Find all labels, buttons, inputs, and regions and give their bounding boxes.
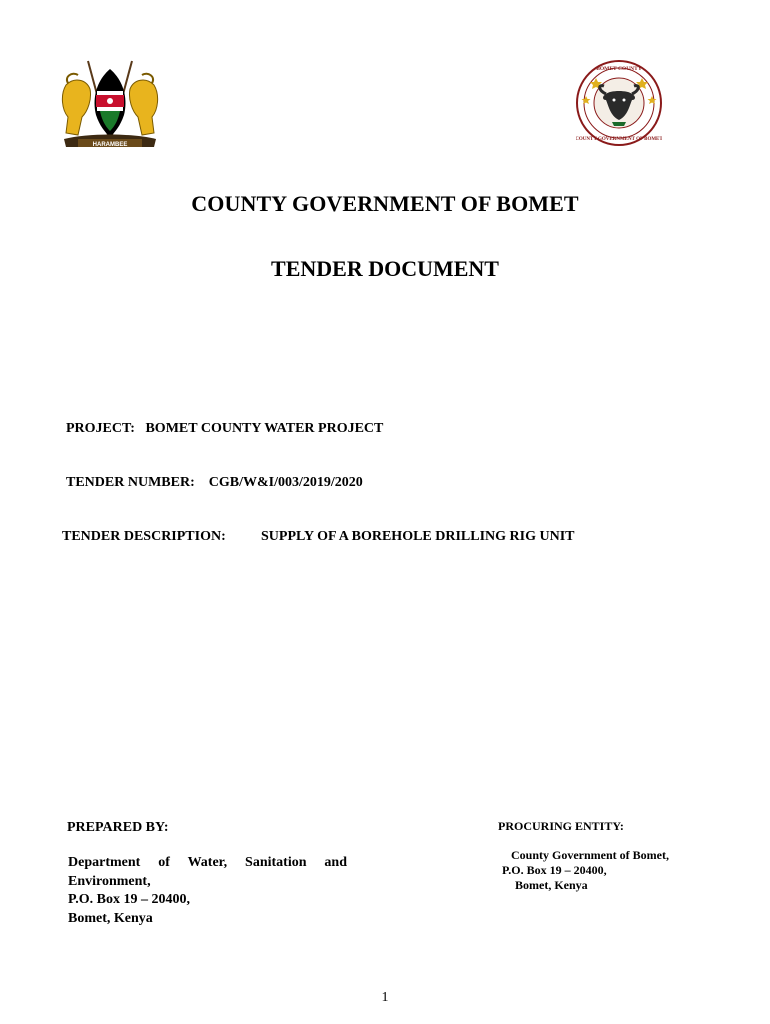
prepared-by-line: Department of Water, Sanitation and (68, 855, 347, 870)
prepared-by-line: P.O. Box 19 – 20400, (68, 892, 190, 907)
tender-description-value: SUPPLY OF A BOREHOLE DRILLING RIG UNIT (261, 529, 575, 544)
procuring-entity-line: P.O. Box 19 – 20400, (502, 863, 607, 877)
procuring-entity-address (500, 848, 669, 893)
project-value: BOMET COUNTY WATER PROJECT (145, 421, 384, 436)
project-label: PROJECT: (66, 421, 135, 436)
page-number: 1 (381, 990, 389, 1005)
document-title: TENDER DOCUMENT (271, 256, 499, 281)
prepared-by-line: Bomet, Kenya (68, 910, 153, 926)
kenya-coat-of-arms-icon (58, 55, 162, 150)
procuring-entity-line: Bomet, Kenya (515, 878, 588, 892)
project-line (66, 421, 383, 437)
prepared-by-label: PREPARED BY: (67, 820, 169, 835)
procuring-entity-line: County Government of Bomet, (511, 848, 669, 862)
tender-number-value: CGB/W&I/003/2019/2020 (208, 475, 363, 490)
tender-number-label: TENDER NUMBER: (66, 475, 195, 490)
bomet-county-seal-icon (576, 60, 662, 146)
tender-number-line (66, 475, 363, 491)
county-title: COUNTY GOVERNMENT OF BOMET (191, 191, 579, 216)
tender-description-line (62, 529, 575, 545)
svg-text:BOMET COUNTY: BOMET COUNTY (596, 66, 642, 72)
svg-text:COUNTY GOVERNMENT OF BOMET: COUNTY GOVERNMENT OF BOMET (576, 137, 662, 142)
procuring-entity-label: PROCURING ENTITY: (498, 819, 624, 833)
prepared-by-line: Environment, (68, 873, 151, 889)
tender-description-label: TENDER DESCRIPTION: (62, 529, 226, 544)
coat-of-arms-motto: HARAMBEE (92, 142, 128, 148)
prepared-by-address (68, 854, 347, 928)
